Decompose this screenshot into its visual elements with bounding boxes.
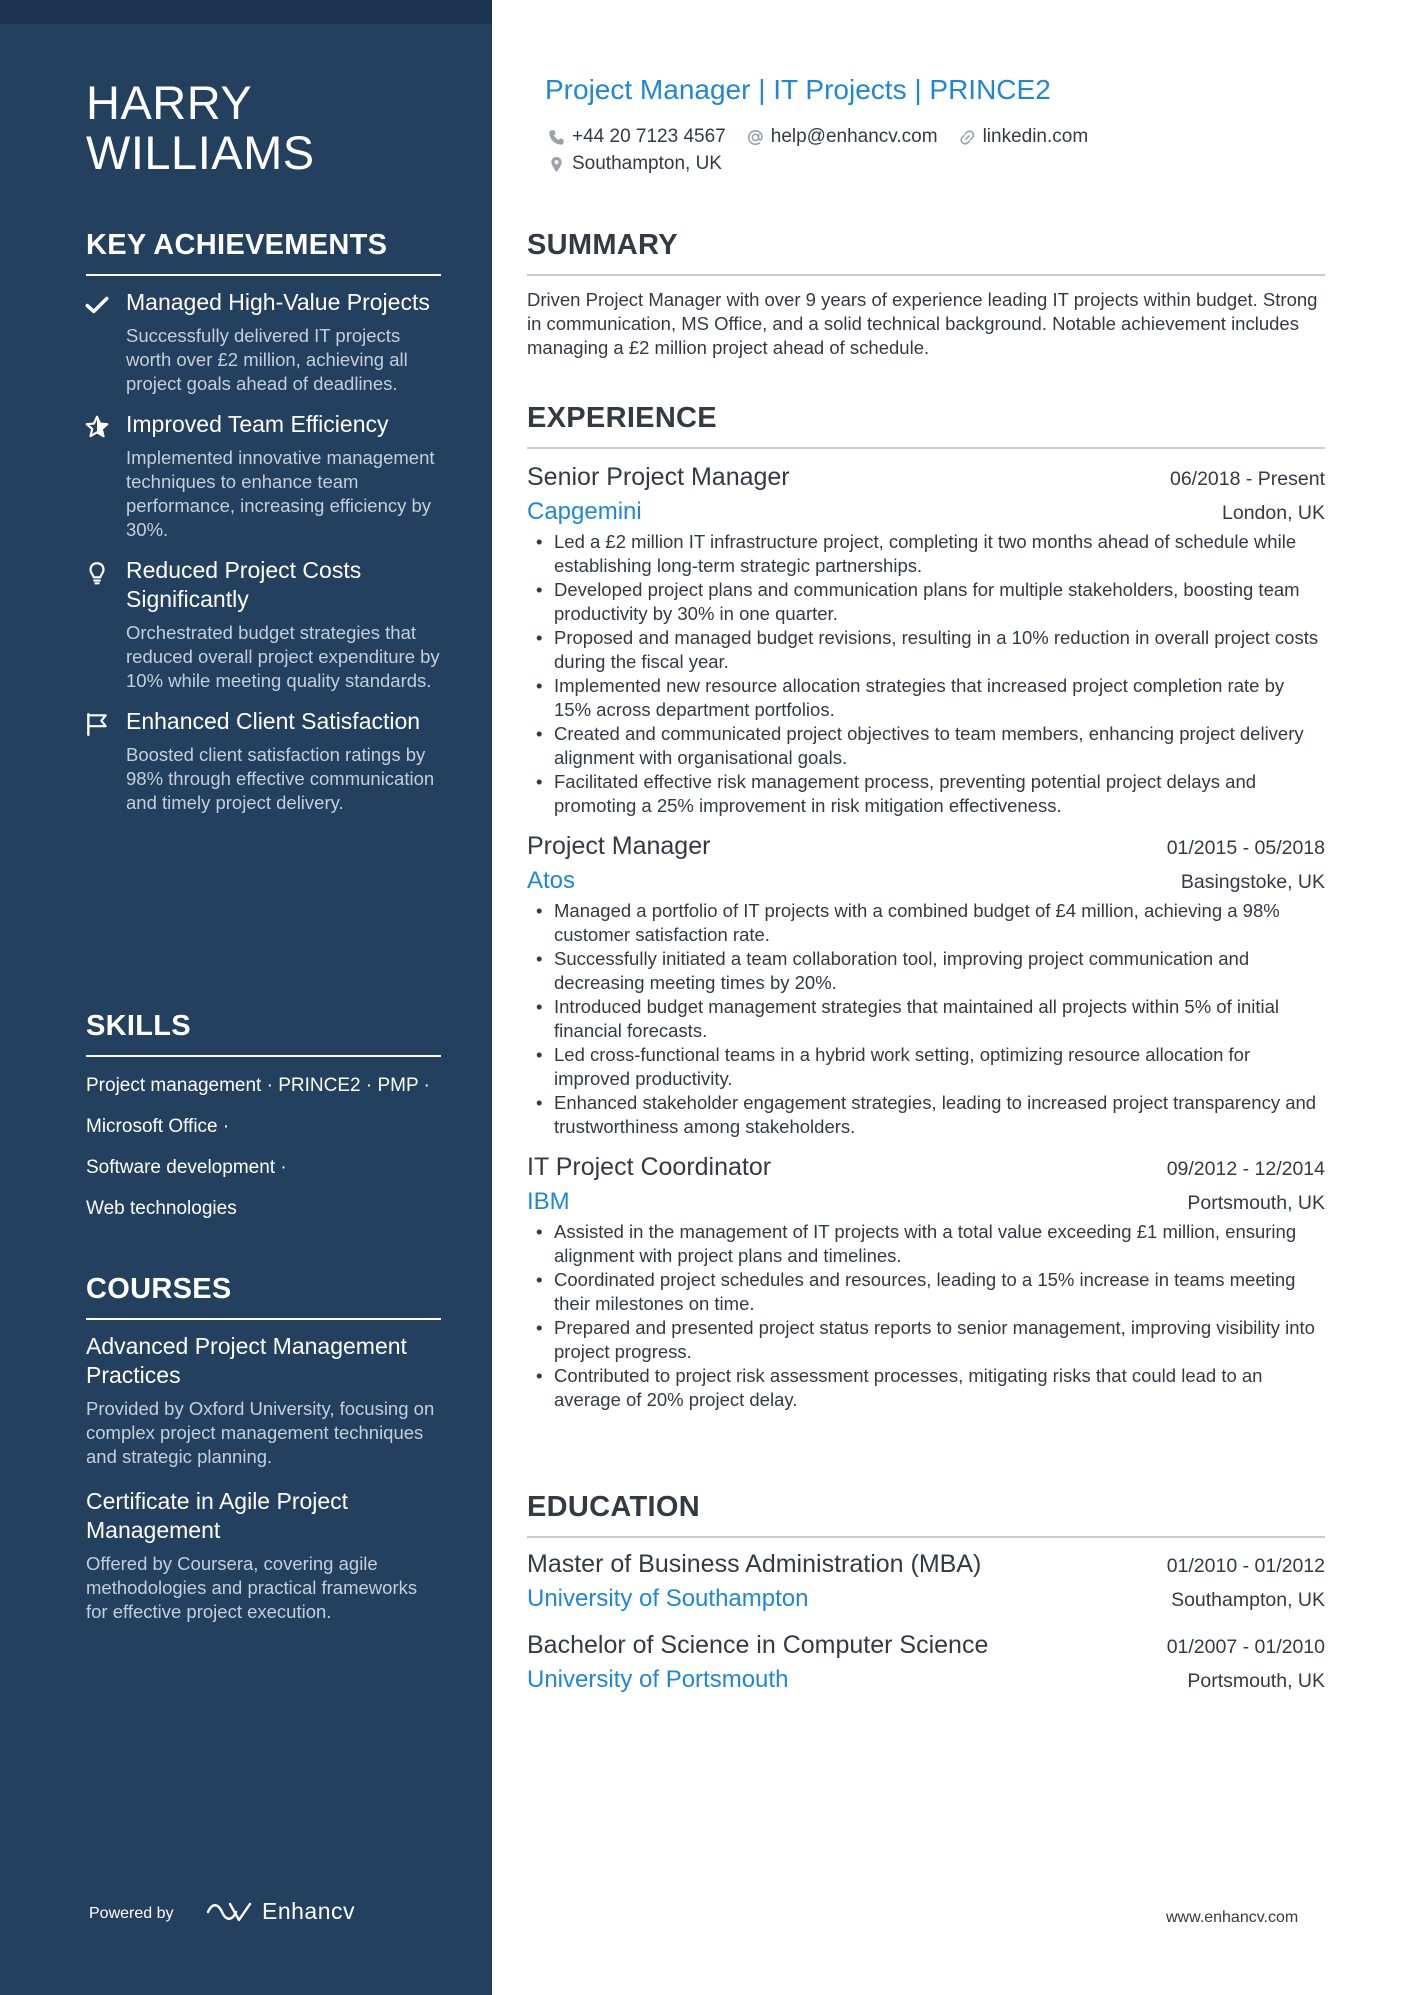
education-dates: 01/2007 - 01/2010 bbox=[1166, 1636, 1325, 1658]
sidebar bbox=[0, 0, 492, 1995]
school-name: University of Portsmouth bbox=[527, 1666, 789, 1693]
summary-section bbox=[527, 229, 1325, 360]
course-desc: Provided by Oxford University, focusing on complex project management techniques and strategic planning. bbox=[86, 1398, 435, 1467]
achievement-title: Enhanced Client Satisfaction bbox=[126, 708, 421, 734]
achievement-title: Improved Team Efficiency bbox=[126, 411, 389, 437]
checkmark-icon bbox=[84, 292, 110, 318]
school-row bbox=[527, 1585, 1325, 1613]
course-title: Certificate in Agile Project Management bbox=[86, 1488, 349, 1543]
job-bullet: • Developed project plans and communication plans for multiple stakeholders, boosting team productivity by 30% in one quarter. bbox=[527, 578, 1325, 626]
phone-number: +44 20 7123 4567 bbox=[572, 126, 726, 147]
job-bullet: • Enhanced stakeholder engagement strategies, leading to increased project transparency and trustworthiness among stakeholders. bbox=[527, 1091, 1325, 1139]
link-icon bbox=[958, 128, 977, 147]
job-bullet: • Introduced budget management strategies that maintained all projects within 5% of initial financial forecasts. bbox=[527, 995, 1325, 1043]
skill-line: Software development · bbox=[86, 1157, 287, 1178]
lightbulb-icon bbox=[84, 560, 110, 586]
job-bullet: • Successfully initiated a team collaboration tool, improving project communication and decreasing meeting times by 20%. bbox=[527, 947, 1325, 995]
degree-title: Bachelor of Science in Computer Science bbox=[527, 1631, 989, 1659]
degree-row bbox=[527, 1631, 1325, 1660]
summary-heading: SUMMARY bbox=[527, 229, 1325, 276]
job-company-row bbox=[527, 867, 1325, 895]
email-address: help@enhancv.com bbox=[770, 126, 938, 147]
location-contact bbox=[547, 153, 722, 175]
courses-section bbox=[86, 1273, 441, 1624]
course-title: Advanced Project Management Practices bbox=[86, 1333, 407, 1388]
skills-list bbox=[86, 1065, 441, 1229]
job-header-row bbox=[527, 832, 1325, 861]
school-location: Southampton, UK bbox=[1171, 1589, 1325, 1611]
job-bullets bbox=[527, 899, 1325, 1139]
job-bullet: • Assisted in the management of IT projects with a total value exceeding £1 million, ensuring alignment with project plans and timelines. bbox=[527, 1220, 1325, 1268]
job-title: Project Manager bbox=[527, 832, 711, 860]
job-bullet: • Coordinated project schedules and resources, leading to a 15% increase in teams meeting their milestones on time. bbox=[527, 1268, 1325, 1316]
course-item bbox=[86, 1487, 441, 1624]
powered-by-label: Powered by bbox=[89, 1905, 174, 1922]
course-desc: Offered by Coursera, covering agile methodologies and practical frameworks for effective project execution. bbox=[86, 1553, 418, 1622]
contact-row bbox=[547, 126, 1088, 148]
achievement-item bbox=[86, 410, 441, 542]
location-row bbox=[547, 153, 722, 175]
job-header-row bbox=[527, 1153, 1325, 1182]
company-name: IBM bbox=[527, 1188, 570, 1215]
at-sign-icon bbox=[746, 128, 765, 147]
job-bullets bbox=[527, 530, 1325, 818]
flag-icon bbox=[84, 711, 110, 737]
skills-section bbox=[86, 1010, 441, 1229]
footer-website-link[interactable]: www.enhancv.com bbox=[1166, 1909, 1299, 1926]
first-name: HARRY bbox=[86, 76, 253, 129]
job-bullet: • Implemented new resource allocation strategies that increased project completion rate by 15% across department portfolios. bbox=[527, 674, 1325, 722]
degree-row bbox=[527, 1550, 1325, 1579]
job-location: Portsmouth, UK bbox=[1187, 1192, 1325, 1214]
candidate-name bbox=[86, 78, 466, 178]
education-dates: 01/2010 - 01/2012 bbox=[1166, 1555, 1325, 1577]
last-name: WILLIAMS bbox=[86, 126, 315, 179]
achievement-desc: Orchestrated budget strategies that reduced overall project expenditure by 10% while meeting quality standards. bbox=[126, 622, 440, 691]
job-location: Basingstoke, UK bbox=[1180, 871, 1325, 893]
experience-heading: EXPERIENCE bbox=[527, 402, 1325, 449]
job-bullet: • Proposed and managed budget revisions, resulting in a 10% reduction in overall project costs during the fiscal year. bbox=[527, 626, 1325, 674]
job-title: Senior Project Manager bbox=[527, 463, 790, 491]
headline: Project Manager | IT Projects | PRINCE2 bbox=[545, 74, 1051, 105]
achievements-section bbox=[86, 229, 441, 815]
job-bullet: • Managed a portfolio of IT projects with a combined budget of £4 million, achieving a 98% customer satisfaction rate. bbox=[527, 899, 1325, 947]
enhancv-logo-icon bbox=[206, 1900, 254, 1924]
job-company-row bbox=[527, 1188, 1325, 1216]
brand-name: Enhancv bbox=[262, 1898, 356, 1924]
achievements-heading: KEY ACHIEVEMENTS bbox=[86, 229, 441, 276]
education-entry bbox=[527, 1631, 1325, 1694]
education-entry bbox=[527, 1550, 1325, 1613]
job-bullet: • Created and communicated project objectives to team members, enhancing project delivery alignment with organisational goals. bbox=[527, 722, 1325, 770]
job-entry bbox=[527, 1153, 1325, 1412]
achievement-title: Reduced Project Costs Significantly bbox=[126, 557, 362, 612]
skill-line: Microsoft Office · bbox=[86, 1116, 230, 1137]
location-text: Southampton, UK bbox=[572, 153, 722, 174]
linkedin-contact[interactable] bbox=[958, 126, 1089, 148]
job-dates: 06/2018 - Present bbox=[1169, 468, 1325, 490]
phone-contact bbox=[547, 126, 726, 148]
achievement-desc: Boosted client satisfaction ratings by 98% through effective communication and timely project delivery. bbox=[126, 744, 435, 813]
job-bullet: • Contributed to project risk assessment processes, mitigating risks that could lead to an average of 20% project delay. bbox=[527, 1364, 1325, 1412]
job-bullet: • Prepared and presented project status reports to senior management, improving visibility into project progress. bbox=[527, 1316, 1325, 1364]
location-pin-icon bbox=[547, 155, 566, 174]
achievement-desc: Successfully delivered IT projects worth over £2 million, achieving all project goals ahead of deadlines. bbox=[126, 325, 408, 394]
job-header-row bbox=[527, 463, 1325, 492]
school-location: Portsmouth, UK bbox=[1187, 1670, 1325, 1692]
job-title: IT Project Coordinator bbox=[527, 1153, 772, 1181]
degree-title: Master of Business Administration (MBA) bbox=[527, 1550, 982, 1578]
company-name: Atos bbox=[527, 867, 576, 894]
achievement-item bbox=[86, 556, 441, 693]
linkedin-url: linkedin.com bbox=[982, 126, 1089, 147]
education-section bbox=[527, 1491, 1325, 1694]
job-bullet: • Facilitated effective risk management process, preventing potential project delays and promoting a 25% improvement in risk mitigation effectiveness. bbox=[527, 770, 1325, 818]
job-dates: 01/2015 - 05/2018 bbox=[1166, 837, 1325, 859]
school-row bbox=[527, 1666, 1325, 1694]
summary-text: Driven Project Manager with over 9 years of experience leading IT projects within budget. Strong in communication, MS Office, and a solid technical background. Notable achievement includes managing a £2 million project ahead of schedule. bbox=[527, 289, 1318, 358]
skill-line: Web technologies bbox=[86, 1198, 237, 1219]
job-dates: 09/2012 - 12/2014 bbox=[1166, 1158, 1325, 1180]
job-entry bbox=[527, 832, 1325, 1139]
achievement-item bbox=[86, 288, 441, 396]
job-company-row bbox=[527, 498, 1325, 526]
job-bullet: • Led cross-functional teams in a hybrid work setting, optimizing resource allocation for improved productivity. bbox=[527, 1043, 1325, 1091]
job-entry bbox=[527, 463, 1325, 818]
achievement-item bbox=[86, 707, 441, 815]
phone-icon bbox=[547, 128, 566, 147]
brand-logo[interactable] bbox=[206, 1898, 355, 1925]
courses-heading: COURSES bbox=[86, 1273, 441, 1320]
email-contact[interactable] bbox=[746, 126, 938, 148]
course-item bbox=[86, 1332, 441, 1469]
job-location: London, UK bbox=[1222, 502, 1325, 524]
job-bullets bbox=[527, 1220, 1325, 1412]
sidebar-top-bar bbox=[0, 0, 492, 24]
skills-heading: SKILLS bbox=[86, 1010, 441, 1057]
education-heading: EDUCATION bbox=[527, 1491, 1325, 1538]
school-name: University of Southampton bbox=[527, 1585, 809, 1612]
achievement-title: Managed High-Value Projects bbox=[126, 289, 430, 315]
skill-line: Project management · PRINCE2 · PMP · bbox=[86, 1075, 430, 1096]
company-name: Capgemini bbox=[527, 498, 642, 525]
star-icon bbox=[84, 414, 110, 440]
job-bullet: • Led a £2 million IT infrastructure project, completing it two months ahead of schedule while establishing long-term strategic partnerships. bbox=[527, 530, 1325, 578]
experience-section bbox=[527, 402, 1325, 1412]
achievement-desc: Implemented innovative management techniques to enhance team performance, increasing efficiency by 30%. bbox=[126, 447, 435, 540]
